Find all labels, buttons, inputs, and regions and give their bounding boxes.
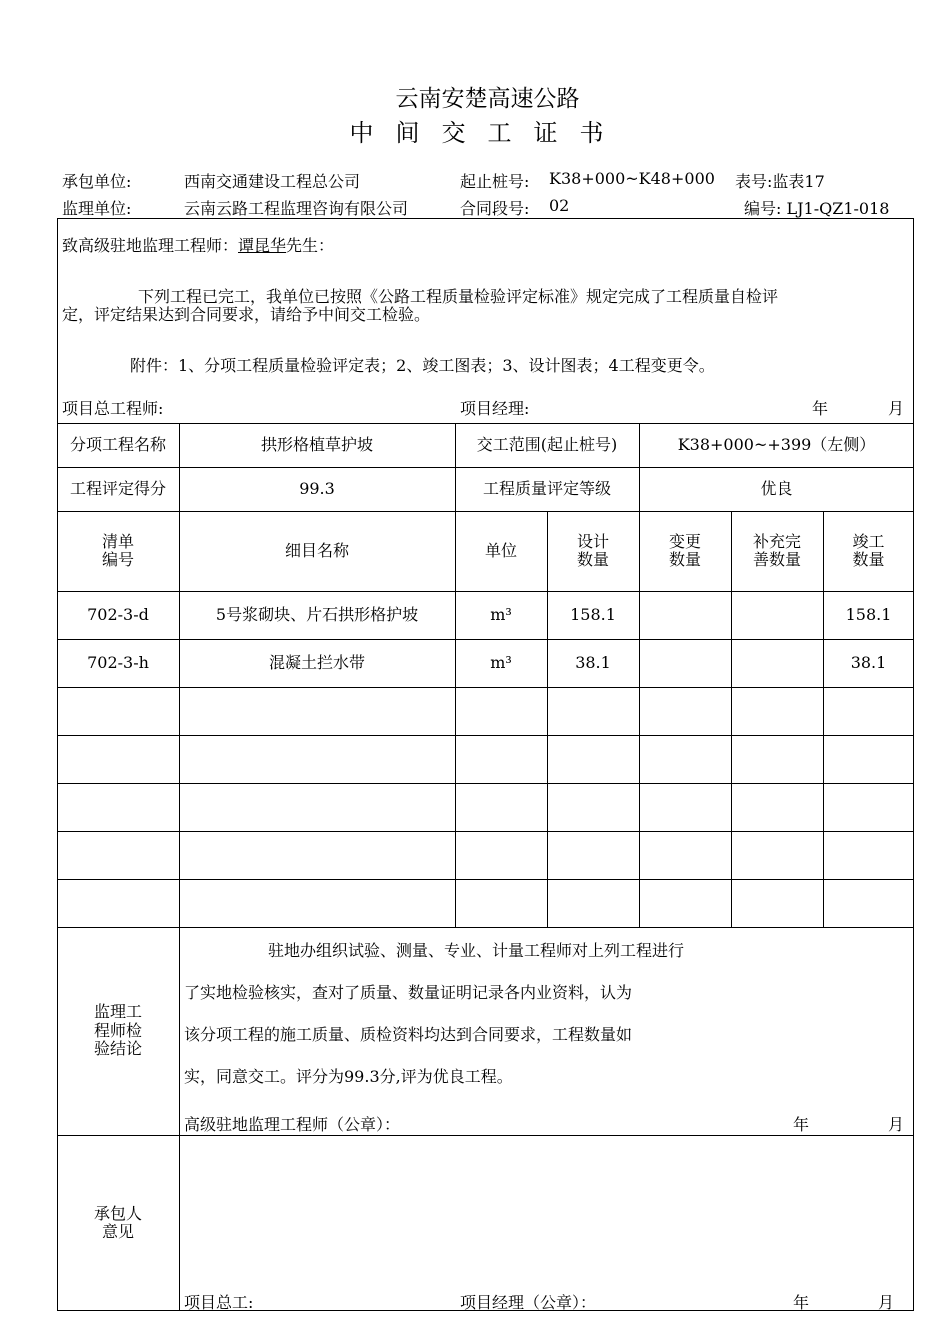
doc-title-line2: 中间交工证书 bbox=[349, 119, 626, 147]
cell-completed-qty: 158.1 bbox=[845, 604, 892, 624]
addressee bbox=[62, 233, 334, 256]
letter-year: 年 bbox=[812, 399, 829, 418]
conclusion-line3: 该分项工程的施工质量、质检资料均达到合同要求，工程数量如 bbox=[184, 1025, 633, 1044]
grade-label: 工程质量评定等级 bbox=[482, 478, 611, 498]
manager-label: 项目经理: bbox=[460, 399, 530, 418]
contract-value: 02 bbox=[549, 196, 570, 215]
stake-label: 起止桩号: bbox=[460, 172, 530, 191]
cell-code: 702-3-h bbox=[87, 652, 149, 672]
contractor-chief-label: 项目总工: bbox=[184, 1293, 254, 1312]
score-label: 工程评定得分 bbox=[69, 478, 166, 498]
form-frame bbox=[57, 218, 914, 1311]
contractor-year: 年 bbox=[793, 1293, 810, 1312]
cell-supplement-qty bbox=[731, 639, 823, 687]
conclusion-month: 月 bbox=[888, 1115, 905, 1134]
cell-name: 混凝土拦水带 bbox=[268, 652, 365, 672]
letter-month: 月 bbox=[888, 399, 905, 418]
rule bbox=[57, 687, 914, 688]
range-label: 交工范围(起止桩号) bbox=[476, 434, 618, 454]
th-change-qty: 变更 数量 bbox=[668, 531, 701, 569]
score-value: 99.3 bbox=[299, 478, 335, 498]
cell-design-qty: 158.1 bbox=[570, 604, 616, 624]
letter-para-line2: 定，评定结果达到合同要求，请给予中间交工检验。 bbox=[62, 305, 431, 324]
cell-design-qty: 38.1 bbox=[575, 652, 611, 672]
th-design-qty: 设计 数量 bbox=[576, 531, 609, 569]
letter-para-line1: 下列工程已完工，我单位已按照《公路工程质量检验评定标准》规定完成了工程质量自检评 bbox=[138, 287, 779, 306]
th-unit: 单位 bbox=[484, 540, 517, 560]
conclusion-line4: 实，同意交工。评分为99.3分,评为优良工程。 bbox=[184, 1067, 513, 1086]
rule bbox=[57, 831, 914, 832]
grade-value: 优良 bbox=[760, 478, 793, 498]
item-name-value: 拱形格植草护坡 bbox=[260, 434, 373, 454]
th-item-name: 细目名称 bbox=[284, 540, 349, 560]
cell-change-qty bbox=[639, 591, 731, 639]
addressee-prefix: 致高级驻地监理工程师： bbox=[62, 236, 239, 255]
stake-value: K38+000~K48+000 bbox=[549, 169, 715, 188]
supervisor-value: 云南云路工程监理咨询有限公司 bbox=[184, 199, 409, 218]
chief-engineer-label: 项目总工程师: bbox=[62, 399, 164, 418]
serial-number: 编号: LJ1-QZ1-018 bbox=[744, 199, 890, 218]
cell-code: 702-3-d bbox=[87, 604, 149, 624]
th-supplement-qty: 补充完 善数量 bbox=[752, 531, 801, 569]
range-value: K38+000~+399（左侧） bbox=[677, 434, 876, 454]
addressee-name: 谭昆华 bbox=[238, 236, 287, 255]
rule bbox=[57, 783, 914, 784]
supervisor-label: 监理单位: bbox=[62, 199, 132, 218]
attachments-text: 附件：1、分项工程质量检验评定表；2、竣工图表；3、设计图表；4工程变更令。 bbox=[130, 356, 715, 375]
conclusion-line2: 了实地检验核实，查对了质量、数量证明记录各内业资料，认为 bbox=[184, 983, 633, 1002]
conclusion-year: 年 bbox=[793, 1115, 810, 1134]
contractor-value: 西南交通建设工程总公司 bbox=[184, 172, 361, 191]
cell-unit: m³ bbox=[490, 652, 512, 672]
rule bbox=[57, 735, 914, 736]
cell-change-qty bbox=[639, 639, 731, 687]
contractor-manager-label: 项目经理（公章）： bbox=[460, 1293, 597, 1312]
addressee-suffix: 先生： bbox=[286, 236, 335, 255]
cell-unit: m³ bbox=[490, 604, 512, 624]
supervisor-signature-label: 高级驻地监理工程师（公章）： bbox=[184, 1115, 401, 1134]
contractor-month: 月 bbox=[878, 1293, 895, 1312]
conclusion-line1: 驻地办组织试验、测量、专业、计量工程师对上列工程进行 bbox=[268, 941, 685, 960]
cell-completed-qty: 38.1 bbox=[850, 652, 887, 672]
th-completed-qty: 竣工 数量 bbox=[852, 531, 885, 569]
rule bbox=[57, 927, 914, 928]
doc-title-line1: 云南安楚高速公路 bbox=[395, 86, 580, 112]
rule bbox=[57, 879, 914, 880]
cell-name: 5号浆砌块、片石拱形格护坡 bbox=[215, 604, 419, 624]
form-number: 表号:监表17 bbox=[735, 172, 825, 191]
contract-label: 合同段号: bbox=[460, 199, 530, 218]
conclusion-label: 监理工 程师检 验结论 bbox=[93, 1002, 142, 1059]
rule bbox=[57, 1135, 914, 1136]
cell-supplement-qty bbox=[731, 591, 823, 639]
item-name-label: 分项工程名称 bbox=[69, 434, 166, 454]
contractor-label: 承包单位: bbox=[62, 172, 132, 191]
th-item-code: 清单 编号 bbox=[101, 531, 134, 569]
contractor-opinion-label: 承包人 意见 bbox=[93, 1203, 142, 1241]
